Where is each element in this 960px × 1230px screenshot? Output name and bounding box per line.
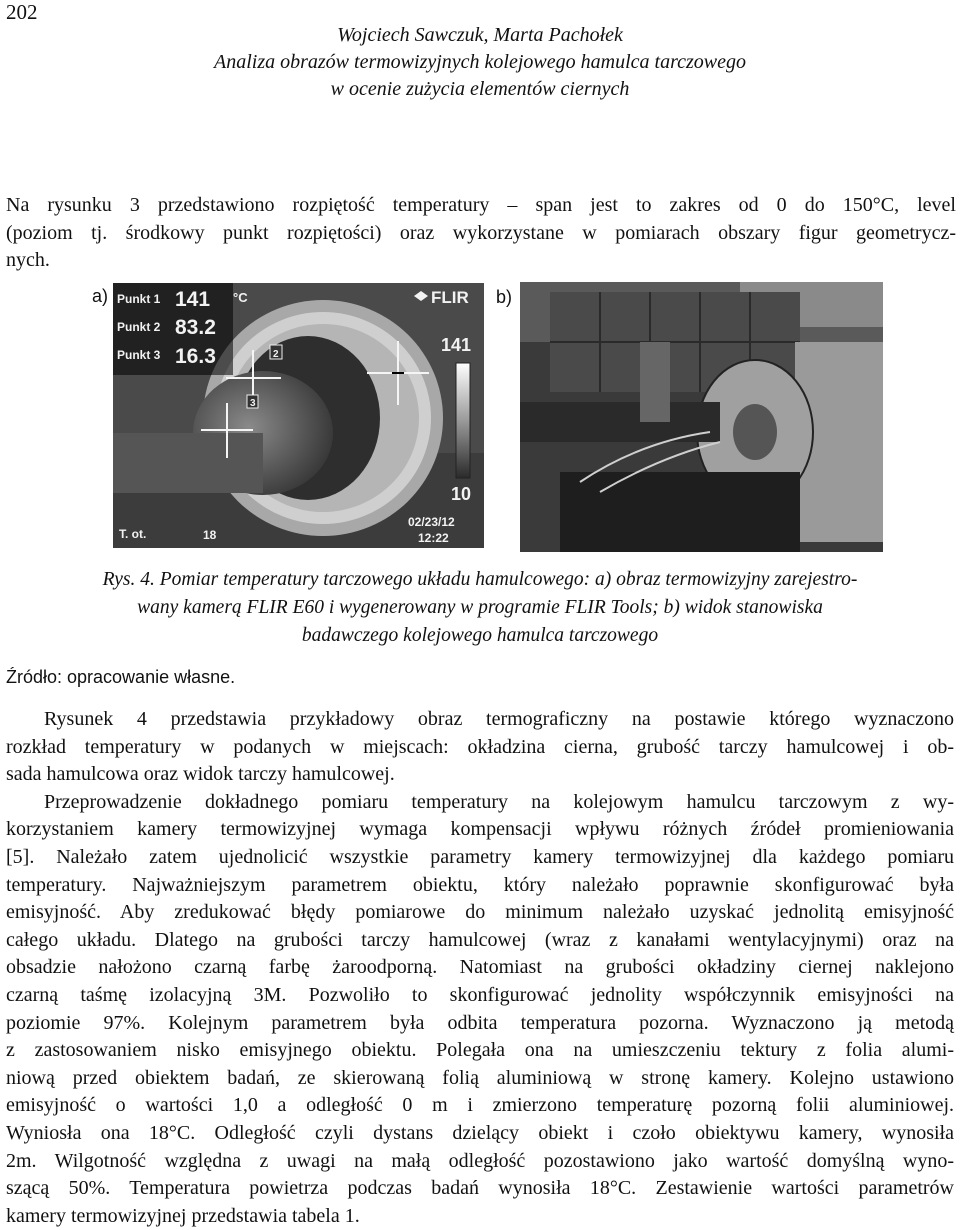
header-authors: Wojciech Sawczuk, Marta Pachołek bbox=[337, 24, 623, 46]
body-line: Przeprowadzenie dokładnego pomiaru temperatury na kolejowym hamulcu tarczowym z wy- bbox=[44, 790, 954, 813]
test-stand-photo bbox=[520, 282, 883, 552]
body-line: temperatury. Najważniejszym parametrem obiektu, który należało poprawnie skonfigurować była bbox=[6, 873, 954, 896]
caption-line: Rys. 4. Pomiar temperatury tarczowego układu hamulcowego: a) obraz termowizyjny zarejestro- bbox=[102, 569, 858, 590]
marker-3: 3 bbox=[250, 398, 256, 409]
caption-line: wany kamerą FLIR E60 i wygenerowany w programie FLIR Tools; b) widok stanowiska bbox=[137, 597, 823, 618]
body-line: rozkład temperatury w podanych w miejscach: okładzina cierna, grubość tarczy hamulcowej i ob- bbox=[6, 735, 954, 758]
header-title-line-2: w ocenie zużycia elementów ciernych bbox=[330, 78, 630, 100]
thermal-point-2-value: 83.2 bbox=[175, 316, 216, 339]
thermal-time: 12:22 bbox=[418, 531, 449, 545]
figure-source: Źródło: opracowanie własne. bbox=[6, 667, 236, 687]
body-paragraphs bbox=[6, 706, 954, 1230]
body-line: Rysunek 4 przedstawia przykładowy obraz termograficzny na postawie którego wyznaczono bbox=[44, 708, 954, 730]
thermal-point-3-label: Punkt 3 bbox=[117, 348, 161, 362]
body-line: czarną taśmę izolacyjną 3M. Pozwoliło to skonfigurować jednolity współczynnik emisyjności na bbox=[6, 983, 954, 1006]
intro-line: Na rysunku 3 przedstawiono rozpiętość temperatury – span jest to zakres od 0 do 150°C, level bbox=[6, 194, 956, 216]
body-line: emisyjność. Aby zredukować błędy pomiarowe do minimum należało uzyskać jednolitą emisyjność bbox=[6, 901, 954, 924]
intro-line: nych. bbox=[6, 249, 50, 271]
intro-paragraph bbox=[6, 192, 956, 275]
body-line: całego układu. Dlatego na grubości tarczy hamulcowej (wraz z kanałami wentylacyjnymi) oraz na bbox=[6, 928, 954, 951]
body-line: poziomie 97%. Kolejnym parametrem była odbita temperatura pozorna. Wyznaczono ją metodą bbox=[6, 1011, 954, 1034]
header-title-line-1: Analiza obrazów termowizyjnych kolejowego hamulca tarczowego bbox=[214, 51, 746, 73]
body-line: obsadzie nałożono czarną farbę żaroodporną. Natomiast na grubości okładziny ciernej naklejono bbox=[6, 956, 954, 979]
scale-max-value: 141 bbox=[441, 335, 472, 355]
tot-value: 18 bbox=[203, 528, 217, 542]
body-line: szącą 50%. Temperatura powietrza podczas badań wynosiła 18°C. Zestawienie wartości parametrów bbox=[6, 1177, 954, 1200]
thermal-point-3-value: 16.3 bbox=[175, 345, 216, 368]
page-number: 202 bbox=[6, 0, 38, 24]
body-line: 2m. Wilgotność względna z uwagi na małą odległość pozostawiono jako wartość domyślną wyno- bbox=[6, 1149, 954, 1172]
figure-label-b: b) bbox=[496, 287, 513, 307]
body-line: emisyjność o wartości 1,0 a odległość 0 m i zmierzono temperaturę pozorną folii aluminiowej. bbox=[6, 1094, 954, 1117]
running-header bbox=[0, 22, 960, 103]
figure-label-a: a) bbox=[92, 286, 109, 306]
body-line: niową przed obiektem badań, ze skierowaną folią aluminiową w stronę kamery. Kolejno ustawiono bbox=[6, 1066, 954, 1089]
tot-label: T. ot. bbox=[119, 527, 147, 541]
body-line: kamery termowizyjnej przedstawia tabela 1. bbox=[6, 1204, 360, 1227]
body-line: sada hamulcowa oraz widok tarczy hamulcowej. bbox=[6, 763, 395, 786]
intro-line: (poziom tj. środkowy punkt rozpiętości) oraz wykorzystane w pomiarach obszary figur geometrycz- bbox=[6, 221, 956, 244]
thermal-point-2-label: Punkt 2 bbox=[117, 320, 161, 334]
scale-min-value: 10 bbox=[451, 484, 472, 504]
thermal-date: 02/23/12 bbox=[408, 515, 455, 529]
figure-caption bbox=[10, 566, 950, 650]
caption-line: badawczego kolejowego hamulca tarczowego bbox=[301, 625, 659, 646]
body-line: [5]. Należało zatem ujednolicić wszystkie parametry kamery termowizyjnej dla każdego pomiaru bbox=[6, 845, 954, 868]
thermal-point-1-value: 141 bbox=[175, 288, 211, 311]
thermal-image bbox=[113, 283, 484, 548]
body-line: Wyniosła ona 18°C. Odległość czyli dystans dzielący obiekt i czoło obiektywu kamery, wynosiła bbox=[6, 1121, 954, 1144]
body-line: korzystaniem kamery termowizyjnej wymaga kompensacji wpływu różnych źródeł promieniowania bbox=[6, 818, 954, 841]
flir-brand: FLIR bbox=[431, 288, 469, 307]
thermal-point-1-label: Punkt 1 bbox=[117, 292, 161, 306]
thermal-unit: °C bbox=[233, 290, 248, 305]
body-line: z zastosowaniem nisko emisyjnego obiektu. Polegała ona na umieszczeniu tektury z folia alumi- bbox=[6, 1039, 954, 1062]
marker-2: 2 bbox=[273, 349, 279, 360]
